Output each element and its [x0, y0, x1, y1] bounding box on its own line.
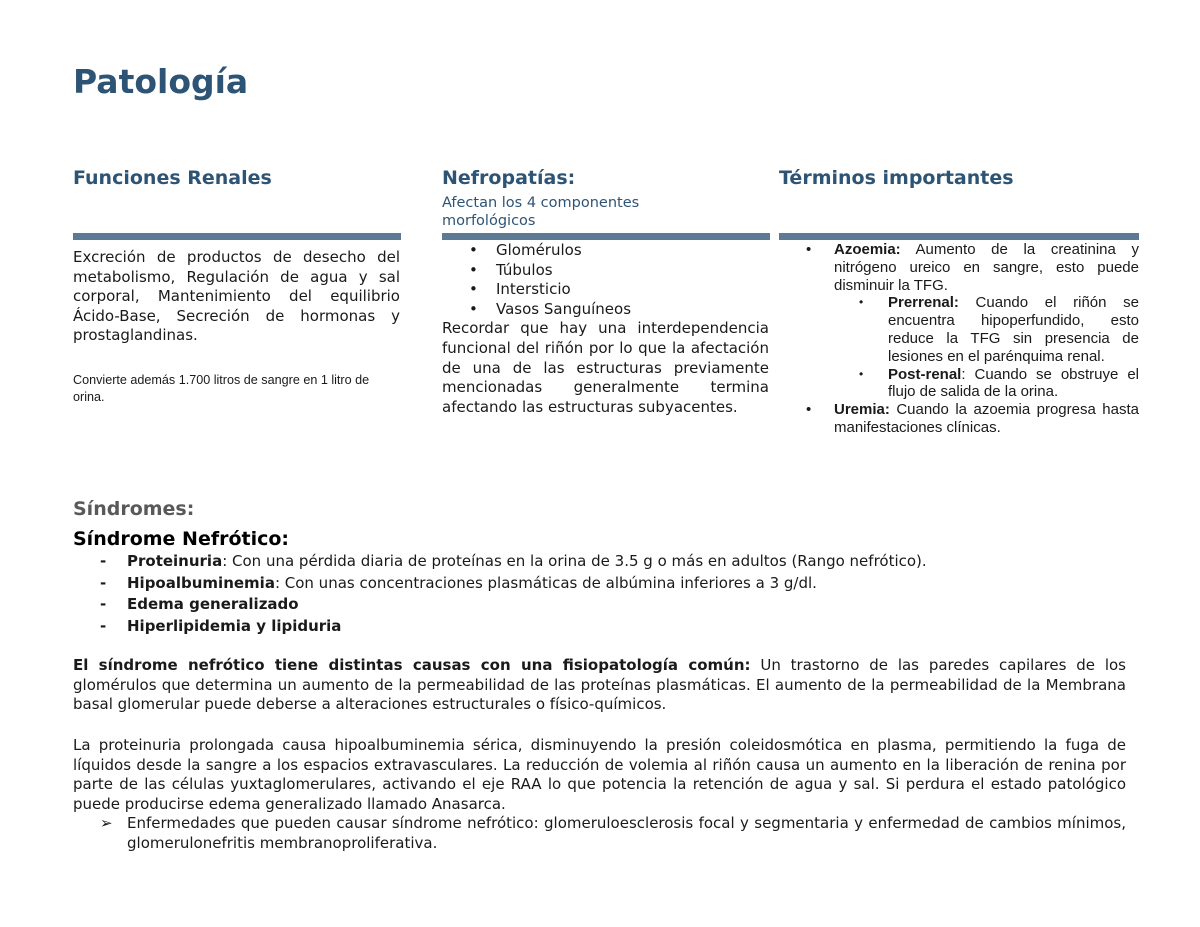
funciones-note: Convierte además 1.700 litros de sangre en 1 litro de orina. [73, 373, 370, 404]
dash-icon: - [100, 552, 107, 570]
list-item: - Hiperlipidemia y lipiduria [0, 616, 1126, 638]
term-uremia: • Uremia: Cuando la azoemia progresa hasta manifestaciones clínicas. [806, 401, 1139, 436]
bullet-icon: • [859, 295, 864, 310]
column-divider-bar [73, 233, 401, 240]
list-item: - Hipoalbuminemia: Con unas concentraciones plasmáticas de albúmina inferiores a 3 g/dl. [0, 573, 1126, 595]
bullet-icon: • [806, 401, 812, 419]
enfermedades-item [73, 814, 1126, 853]
terminos-heading: Términos importantes [779, 167, 1014, 189]
sindrome-nefrotico-title: Síndrome Nefrótico: [73, 528, 290, 550]
dash-icon: - [100, 616, 107, 635]
bullet-icon: • [806, 241, 812, 258]
term-prerrenal: • Prerrenal: Cuando el riñón se encuentra hipoperfundido, esto reduce la TFG sin presencia de lesiones en el parénquima renal. [859, 294, 1139, 365]
nefropatias-heading: Nefropatías: [442, 167, 576, 189]
funciones-body: Excreción de productos de desecho del metabolismo, Regulación de agua y sal corporal, Mantenimiento del equilibrio Ácido-Base, Secreción de hormonas y prostaglandinas. [73, 248, 400, 345]
bullet-icon: • [859, 366, 864, 381]
term-azoemia: • Azoemia: Aumento de la creatinina y nitrógeno ureico en sangre, esto puede disminuir la TFG. [806, 241, 1139, 294]
column-divider-bar [442, 233, 770, 240]
sindromes-heading: Síndromes: [73, 498, 195, 520]
list-item: - Proteinuria: Con una pérdida diaria de proteínas en la orina de 3.5 g o más en adultos (Rango nefrótico). [0, 551, 1126, 573]
arrow-bullet-icon: ➢ [100, 814, 113, 832]
funciones-heading: Funciones Renales [73, 167, 272, 189]
page-title: Patología [73, 62, 249, 101]
nefropatias-body: Recordar que hay una interdependencia funcional del riñón por lo que la afectación de una de las estructuras previamente mencionadas generalmente termina afectando las estructuras subyacentes. [442, 319, 769, 416]
list-item: • Túbulos [442, 261, 769, 281]
column-divider-bar [779, 233, 1139, 240]
nefropatias-content [442, 241, 769, 417]
dash-icon: - [100, 595, 107, 614]
list-item: ➢ Enfermedades que pueden causar síndrome nefrótico: glomeruloesclerosis focal y segmentaria y enfermedad de cambios mínimos, glomerulonefritis membranoproliferativa. [100, 814, 1126, 852]
componentes-list [442, 241, 769, 319]
list-item: - Edema generalizado [0, 594, 1126, 616]
term-postrenal: • Post-renal: Cuando se obstruye el flujo de salida de la orina. [859, 365, 1139, 401]
list-item: • Intersticio [442, 280, 769, 300]
list-item: • Vasos Sanguíneos [442, 300, 769, 320]
list-item: • Glomérulos [442, 241, 769, 261]
fisiopatologia-paragraph: El síndrome nefrótico tiene distintas causas con una fisiopatología común: Un trastorno de las paredes capilares de los glomérulos que determina un aumento de la permeabilidad de las proteínas plasmáticas. El aumento de la permeabilidad de la Membrana basal glomerular puede deberse a alteraciones estructurales o físico-químicos. [73, 656, 1126, 714]
nefrotico-bullets [0, 551, 1126, 637]
dash-icon: - [100, 573, 107, 592]
proteinuria-paragraph: La proteinuria prolongada causa hipoalbuminemia sérica, disminuyendo la presión coleidosmótica en plasma, permitiendo la fuga de líquidos desde la sangre a los espacios extravasculares. La reducción de volemia al riñón causa un aumento en la liberación de renina por parte de las células yuxtaglomerulares, activando el eje RAA lo que potencia la retención de agua y sal. Si perdura el estado patológico puede producirse edema generalizado llamado Anasarca. [73, 736, 1126, 813]
terminos-content [779, 241, 1139, 437]
nefropatias-subheading: Afectan los 4 componentes morfológicos [442, 195, 640, 229]
